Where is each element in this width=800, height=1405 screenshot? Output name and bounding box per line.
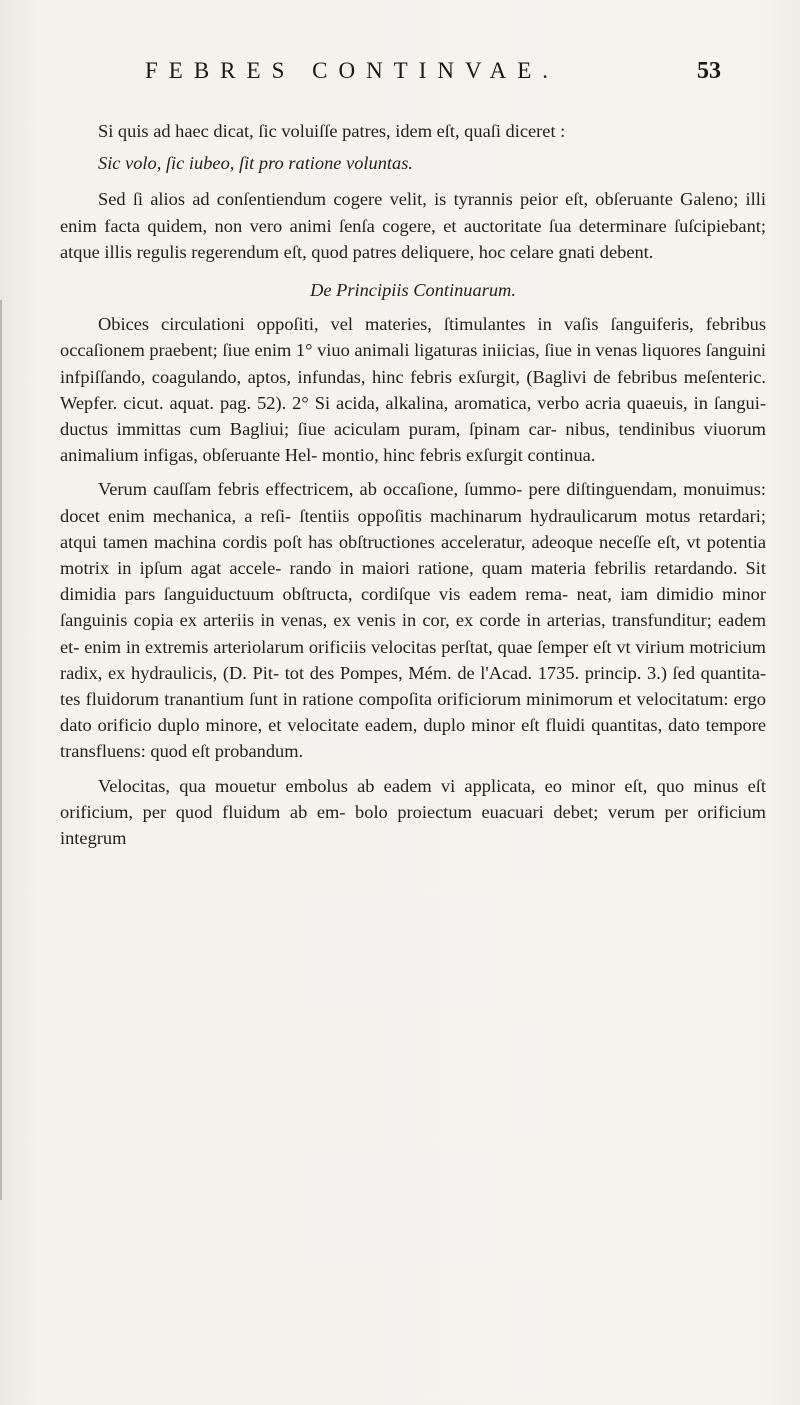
paragraph-4: Verum cauſſam febris effectricem, ab occaſione, ſummo- pere diſtinguendam, monuimus: docet enim mechanica, a reſi- ſtentiis oppoſitis machinarum hydraulicarum motus retardari; atqui tamen machina cordis poſt has obſtructiones acceleratur, adeoque neceſſe eſt, vt potentia motrix in ipſum agat accele- rando in maiori ratione, quam materia febrilis retardando. Sit dimidia pars ſanguiductuum obſtructa, cordiſque vis eadem rema- neat, iam dimidio minor ſanguinis copia ex arteriis in venas, ex venis in cor, ex corde in arterias, transfunditur; eadem et- enim in extremis arteriolarum orificiis velocitas perſtat, quae ſemper eſt vt virium motricium radix, ex hydraulicis, (D. Pit- tot des Pompes, Mém. de l'Acad. 1735. princip. 3.) ſed quantita- tes fluidorum tranantium ſunt in ratione compoſita orificiorum minimorum et velocitatum: ergo dato orificio duplo minore, et velocitate eadem, duplo minor eſt fluidi quantitas, dato tempore transfluens: quod eſt probandum.	[60, 479, 766, 762]
section-heading: De Principiis Continuarum.	[310, 280, 516, 301]
paragraph-1: Si quis ad haec dicat, ſic voluiſſe patres, idem eſt, quaſi diceret :	[98, 121, 566, 141]
page-number: 53	[697, 58, 721, 84]
page-body	[60, 118, 766, 851]
left-page-edge	[0, 300, 2, 1200]
paragraph-5: Velocitas, qua mouetur embolus ab eadem vi applicata, eo minor eſt, quo minus eſt orificium, per quod fluidum ab em- bolo proiectum euacuari debet; verum per orificium integrum	[60, 775, 766, 849]
paragraph-2: Sed ſi alios ad conſentiendum cogere velit, is tyrannis peior eſt, obſeruante Galeno; illi enim facta quidem, non vero animi ſenſa cogere, et auctoritate ſua determinare ſuſcipiebant; atque illis regulis regerendum eſt, quod patres deliquere, hoc celare gnati debent.	[60, 189, 766, 262]
verse-quote: Sic volo, ſic iubeo, ſit pro ratione voluntas.	[98, 153, 413, 174]
paragraph-3: Obices circulationi oppoſiti, vel materies, ſtimulantes in vaſis ſanguiferis, febribus occaſionem praebent; ſiue enim 1° viuo animali ligaturas iniicias, ſiue in venas liquores ſanguini infpiſſando, coagulando, aptos, infundas, hinc febris exſurgit, (Baglivi de febribus meſenteric. Wepfer. cicut. aquat. pag. 52). 2° Si acida, alkalina, aromatica, verbo acria quaeuis, in ſangui- ductus immittas cum Bagliui; ſiue aciculam puram, ſpinam car- nibus, tendinibus viuorum animalium infigas, obſeruante Hel- montio, hinc febris exſurgit continua.	[60, 314, 767, 466]
running-title: FEBRES CONTINVAE.	[145, 58, 560, 83]
